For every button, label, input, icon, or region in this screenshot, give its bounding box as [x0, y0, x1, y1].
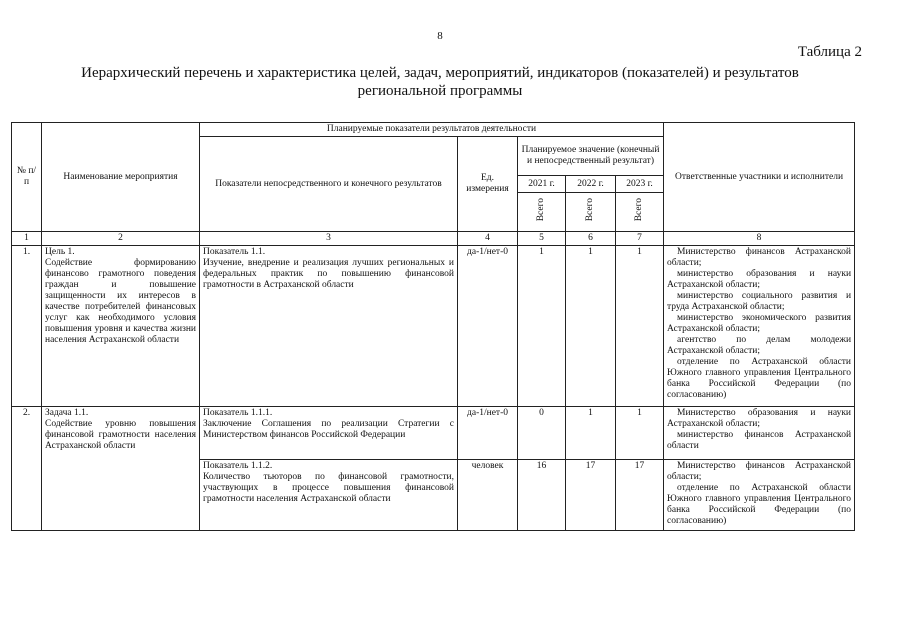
- indicator-text: Изучение, внедрение и реализация лучших региональных и федеральных практик по повышению финансовой грамотности в Астраханской области: [203, 258, 454, 290]
- responsible-item: министерство финансов Астраханской области: [667, 430, 852, 451]
- indicators-table: [11, 122, 855, 531]
- row-responsible: [664, 246, 855, 407]
- row-value-2023: 1: [616, 407, 664, 460]
- header-responsible: Ответственные участники и исполнители: [664, 123, 855, 232]
- responsible-item: министерство образования и науки Астраханской области;: [667, 269, 852, 290]
- header-total-2023: Всего: [634, 198, 645, 222]
- table-row: [12, 246, 855, 407]
- title-line-2: региональной программы: [357, 83, 523, 99]
- header-indicators: Показатели непосредственного и конечного результатов: [200, 137, 458, 232]
- responsible-item: Министерство финансов Астраханской области;: [667, 461, 852, 482]
- page-number: 8: [437, 30, 443, 42]
- row-value-2021: 16: [518, 460, 566, 531]
- row-name: [42, 407, 200, 531]
- indicator-title: Показатель 1.1.: [203, 247, 266, 257]
- indicator-text: Заключение Соглашения по реализации Стратегии с Министерством финансов Российской Федерации: [203, 419, 454, 440]
- col-number: 4: [458, 232, 518, 246]
- header-year-2021: 2021 г.: [518, 176, 566, 193]
- row-name-title: Задача 1.1.: [45, 408, 89, 418]
- row-value-2022: 1: [566, 246, 616, 407]
- column-numbers-row: [12, 232, 855, 246]
- row-name-title: Цель 1.: [45, 247, 75, 257]
- row-responsible: [664, 460, 855, 531]
- responsible-item: министерство экономического развития Астраханской области;: [667, 313, 852, 334]
- indicator-title: Показатель 1.1.1.: [203, 408, 273, 418]
- row-unit: да-1/нет-0: [458, 407, 518, 460]
- row-num: 1.: [12, 246, 42, 407]
- header-unit: Ед. измерения: [458, 137, 518, 232]
- row-value-2021: 0: [518, 407, 566, 460]
- title-line-1: Иерархический перечень и характеристика целей, задач, мероприятий, индикаторов (показателей) и результатов: [81, 65, 799, 81]
- row-indicator: [200, 246, 458, 407]
- header-row-1: [12, 123, 855, 137]
- row-value-2023: 1: [616, 246, 664, 407]
- header-total-2021: Всего: [536, 198, 546, 222]
- header-year-2023: 2023 г.: [616, 176, 664, 193]
- responsible-item: министерство социального развития и труда Астраханской области;: [667, 291, 852, 312]
- row-value-2022: 1: [566, 407, 616, 460]
- row-indicator: [200, 460, 458, 531]
- header-planned: Планируемые показатели результатов деятельности: [200, 123, 664, 137]
- col-number: 7: [616, 232, 664, 246]
- row-name: [42, 246, 200, 407]
- header-name: Наименование мероприятия: [42, 123, 200, 232]
- row-responsible: [664, 407, 855, 460]
- header-total-2022: Всего: [585, 198, 595, 222]
- indicator-title: Показатель 1.1.2.: [203, 461, 273, 471]
- col-number: 5: [518, 232, 566, 246]
- row-value-2021: 1: [518, 246, 566, 407]
- row-unit: да-1/нет-0: [458, 246, 518, 407]
- row-num: 2.: [12, 407, 42, 531]
- header-year-2022: 2022 г.: [566, 176, 616, 193]
- table-label: Таблица 2: [797, 44, 862, 60]
- col-number: 8: [664, 232, 855, 246]
- row-value-2023: 17: [616, 460, 664, 531]
- table-row: [12, 407, 855, 460]
- row-name-text: Содействие уровню повышения финансовой грамотности населения Астраханской области: [45, 419, 196, 451]
- header-num: № п/п: [12, 123, 42, 232]
- col-number: 6: [566, 232, 616, 246]
- responsible-item: отделение по Астраханской области Южного главного управления Центрального банка Российской Федерации (по согласованию): [667, 483, 852, 526]
- responsible-item: Министерство образования и науки Астраханской области;: [667, 408, 852, 429]
- col-number: 2: [42, 232, 200, 246]
- row-value-2022: 17: [566, 460, 616, 531]
- row-indicator: [200, 407, 458, 460]
- responsible-item: отделение по Астраханской области Южного главного управления Центрального банка Российской Федерации (по согласованию): [667, 357, 852, 400]
- indicator-text: Количество тьюторов по финансовой грамотности, участвующих в процессе повышения финансовой грамотности населения Астраханской области: [203, 472, 454, 504]
- document-title: [40, 64, 840, 100]
- row-unit: человек: [458, 460, 518, 531]
- col-number: 1: [12, 232, 42, 246]
- col-number: 3: [200, 232, 458, 246]
- responsible-item: Министерство финансов Астраханской области;: [667, 247, 852, 268]
- row-name-text: Содействие формированию финансово грамотного поведения граждан и повышение защищенности их интересов в качестве потребителей финансовых услуг как необходимого условия повышения уровня и качества жизни населения Астраханской области: [45, 258, 196, 345]
- responsible-item: агентство по делам молодежи Астраханской области;: [667, 335, 852, 356]
- header-planned-value: Планируемое значение (конечный и непосредственный результат): [518, 137, 664, 176]
